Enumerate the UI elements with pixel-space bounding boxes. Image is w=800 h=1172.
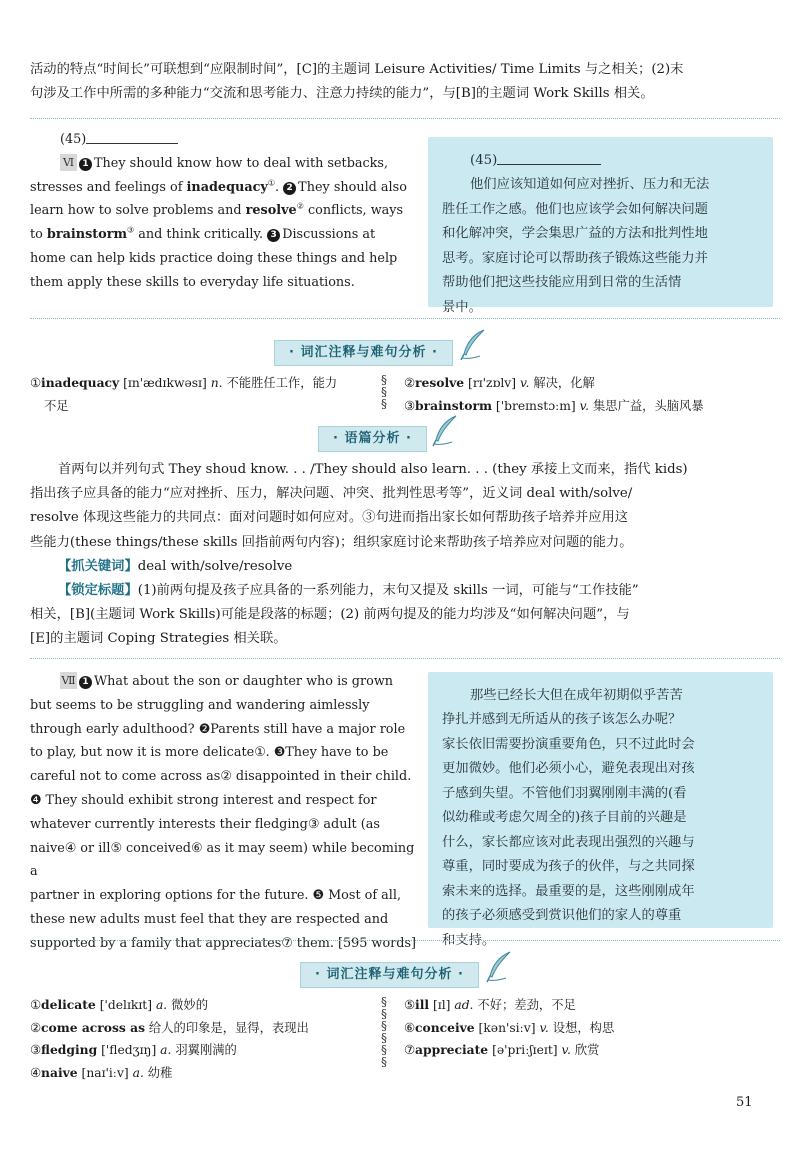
text-line: naive④ or ill⑤ conceived⑥ as it may seem) while becoming a	[30, 840, 415, 880]
text-line: stresses and feelings of inadequacy①. 2 They should also	[30, 178, 407, 195]
cn-line: 胜任工作之感。他们也应该学会如何解决问题	[442, 201, 708, 217]
cn-line: 挣扎并感到无所适从的孩子该怎么办呢？	[442, 712, 682, 728]
paragraph-6-translation	[428, 137, 773, 315]
cn-line: 帮助他们把这些技能应用到日常的生活情	[442, 275, 682, 291]
text-line: ❹ They should exhibit strong interest and respect for	[30, 792, 377, 808]
text-line: partner in exploring options for the future. ❺ Most of all,	[30, 888, 402, 904]
vocab-heading: · 词汇注释与难句分析 ·	[300, 962, 479, 988]
text-line: learn how to solve problems and resolve② conflicts, ways	[30, 202, 404, 219]
sentence-number-1: 1	[79, 158, 92, 171]
keyword: resolve	[245, 203, 297, 219]
cn-line: 那些已经长大但在成年初期似乎苦苦	[470, 688, 683, 703]
vocab-item: ②resolve [rɪ'zɒlv] v. 解决，化解	[404, 375, 595, 390]
paragraph-mark: Ⅵ	[60, 154, 77, 171]
intro-line: 句涉及工作中所需的多种能力“交流和思考能力、注意力持续的能力”，与[B]的主题词 Work Skills 相关。	[30, 86, 654, 102]
cn-line: 尊重，同时要成为孩子的伙伴，与之共同探	[442, 859, 695, 875]
zigzag-divider: § § §	[381, 373, 387, 411]
sentence-number-2: 2	[283, 182, 296, 195]
cn-line: 子感到失望。不管他们羽翼刚刚丰满的(看	[442, 785, 687, 801]
vocab-list-left	[30, 994, 375, 1085]
text-line: whatever currently interests their fledging③ adult (as	[30, 816, 380, 832]
text-line: through early adulthood? ❷Parents still have a major role	[30, 721, 406, 737]
divider	[30, 118, 780, 119]
page-number: 51	[736, 1095, 753, 1110]
keyword: inadequacy	[186, 179, 268, 195]
quill-icon	[484, 950, 514, 984]
text-line: careful not to come across as② disappointed in their child.	[30, 769, 412, 785]
cn-line: 思考。家庭讨论可以帮助孩子锻炼这些能力并	[442, 250, 708, 266]
analysis-line: 指出孩子应具备的能力“应对挫折、压力，解决问题、冲突、批判性思考等”，近义词 deal with/solve/	[30, 486, 633, 502]
title-line: 【锁定标题】(1)前两句提及孩子应具备的一系列能力，末句又提及 skills 一词，可能与“工作技能”	[58, 582, 639, 598]
vocab-item: ③brainstorm ['breɪnstɔːm] v. 集思广益，头脑风暴	[404, 397, 704, 413]
cn-line: 他们应该知道如何应对挫折、压力和无法	[470, 177, 710, 193]
text-line: supported by a family that appreciates⑦ them. [595 words]	[30, 935, 417, 951]
title-line: 相关，[B](主题词 Work Skills)可能是段落的标题；(2) 前两句提及的能力均涉及“如何解决问题”，与	[30, 607, 630, 623]
keyword-line: 【抓关键词】deal with/solve/resolve	[58, 558, 293, 574]
analysis-heading: · 语篇分析 ·	[318, 426, 427, 452]
sentence-number-3: 3	[267, 229, 280, 242]
vocab-item: ④naive [naɪ'iːv] a. 幼稚	[30, 1065, 173, 1081]
vocab-list-right	[404, 994, 780, 1062]
vocab-list-right	[404, 372, 780, 417]
divider	[30, 658, 780, 659]
divider	[30, 318, 780, 319]
quill-icon	[430, 414, 460, 448]
text-line: to play, but now it is more delicate①. ❸They have to be	[30, 745, 389, 761]
cn-line: 似幼稚或考虑欠周全的)孩子目前的兴趣是	[442, 810, 687, 826]
vocab-list-left	[30, 372, 360, 417]
title-line: [E]的主题词 Coping Strategies 相关联。	[30, 631, 287, 647]
paragraph-7-translation	[428, 672, 773, 948]
cn-line: 和化解冲突，学会集思广益的方法和批判性地	[442, 226, 708, 242]
text-line: them apply these skills to everyday life situations.	[30, 274, 355, 290]
analysis-text	[30, 458, 775, 652]
vocab-item: ①inadequacy [ɪn'ædɪkwəsɪ] n. 不能胜任工作，能力	[30, 375, 338, 390]
quill-icon	[458, 328, 488, 362]
keyword: brainstorm	[46, 227, 128, 243]
vocab-item: ①delicate ['delɪkɪt] a. 微妙的	[30, 997, 209, 1012]
text-line: Ⅵ 1 They should know how to deal with setbacks,	[30, 152, 412, 176]
vocab-item: ③fledging ['fledʒɪŋ] a. 羽翼刚满的	[30, 1042, 237, 1058]
vocab-item-cont: 不足	[44, 398, 69, 413]
analysis-line: resolve 体现这些能力的共同点：面对问题时如何应对。③句进而指出家长如何帮助孩子培养并应用这	[30, 510, 629, 526]
text-line: these new adults must feel that they are respected and	[30, 911, 389, 927]
question-blank: (45)	[30, 128, 412, 152]
divider	[30, 940, 780, 941]
text-line: Ⅶ 1 What about the son or daughter who is grown	[61, 674, 394, 689]
text-line: but seems to be struggling and wandering aimlessly	[30, 697, 370, 713]
cn-line: 索未来的选择。最重要的是，这些刚刚成年	[442, 883, 695, 899]
cn-line: 的孩子必须感受到赏识他们的家人的尊重	[442, 908, 682, 924]
vocab-item: ⑤ill [ɪl] ad. 不好；差劲，不足	[404, 997, 576, 1012]
paragraph-6-english	[30, 128, 412, 295]
cn-line: 更加微妙。他们必须小心，避免表现出对孩	[442, 761, 695, 777]
analysis-line: 些能力(these things/these skills 回指前两句内容)；组织家庭讨论来帮助孩子培养应对问题的能力。	[30, 534, 633, 550]
intro-line: 活动的特点“时间长”可联想到“应限制时间”，[C]的主题词 Leisure Activities/ Time Limits 与之相关；(2)末	[30, 62, 684, 77]
cn-line: 什么，家长都应该对此表现出强烈的兴趣与	[442, 834, 695, 850]
text-line: home can help kids practice doing these things and help	[30, 250, 398, 266]
question-blank: (45)	[442, 149, 759, 173]
zigzag-divider: § § § § § §	[381, 995, 387, 1069]
cn-line: 家长依旧需要扮演重要角色，只不过此时会	[442, 736, 695, 752]
text-line: to brainstorm③ and think critically. 3 Discussions at	[30, 225, 376, 243]
vocab-heading: · 词汇注释与难句分析 ·	[274, 340, 453, 366]
intro-text	[30, 58, 775, 106]
cn-line: 景中。	[442, 299, 482, 315]
vocab-item: ②come across as 给人的印象是，显得，表现出	[30, 1019, 309, 1035]
paragraph-7-english	[30, 670, 418, 956]
analysis-line: 首两句以并列句式 They shoud know. . . /They should also learn. . . (they 承接上文而来，指代 kids)	[58, 462, 688, 477]
cn-line: 和支持。	[442, 932, 496, 948]
vocab-item: ⑥conceive [kən'siːv] v. 设想，构思	[404, 1019, 615, 1035]
vocab-item: ⑦appreciate [ə'priːʃɪeɪt] v. 欣赏	[404, 1042, 600, 1058]
